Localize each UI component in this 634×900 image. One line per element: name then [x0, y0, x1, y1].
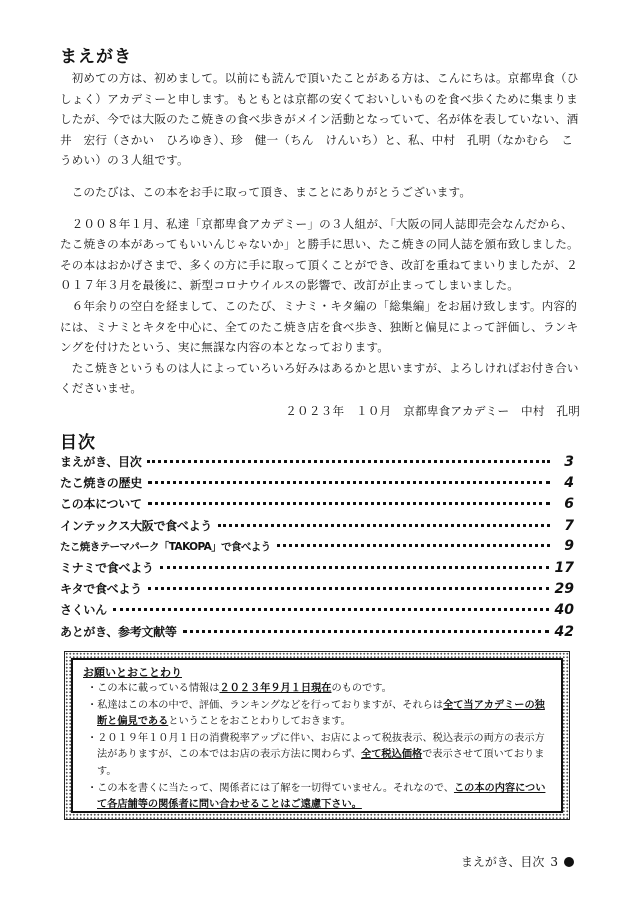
toc-entry-page: 7: [564, 517, 574, 534]
notice-text: ということをおことわりしておきます。: [168, 716, 351, 728]
footer-section-name: まえがき、目次: [460, 855, 545, 869]
toc-entry-label: インテックス大阪で食べよう: [60, 518, 212, 533]
toc-entry-page: 3: [564, 454, 574, 470]
notice-text: で表示させて頂いております。: [97, 749, 545, 777]
toc-entry-label: たこ焼きテーマパーク「TAKOPA」で食べよう: [60, 540, 271, 553]
intro-title: まえがき: [60, 47, 132, 67]
intro-paragraph: ２００８年１月、私達「京都卑食アカデミー」の３人組が、「大阪の同人誌即売会なんだから、たこ焼きの本があってもいいんじゃないか」と勝手に思い、たこ焼きの同人誌を頒布致しました。その本はおかげさまで、多くの方に手に取って頂くことができ、改訂を重ねてまいりましたが、２０１７年３月を最後に、新型コロナウイルスの影響で、改訂が止まってしまいました。: [60, 216, 579, 293]
intro-paragraph: ６年余りの空白を経まして、このたび、ミナミ・キタ編の「総集編」をお届け致します。内容的には、ミナミとキタを中心に、全てのたこ焼き店を食べ歩き、独断と偏見によって評価し、ランキングを付けたという、実に無謀な内容の本となっております。: [60, 298, 579, 355]
notice-text: ２０１９年１０月１日の消費税率アップに伴い、お店によって税抜表示、税込表示の両方の表示方法がありますが、この本ではお店の表示方法に関わらず、: [97, 732, 545, 761]
intro-body: [60, 68, 580, 422]
toc-entry[interactable]: [60, 453, 574, 474]
bullet-icon: [564, 857, 574, 867]
toc-title: 目次: [60, 433, 96, 453]
table-of-contents: [60, 453, 574, 644]
toc-leader-dots: [183, 630, 549, 633]
toc-entry-page: 40: [554, 602, 574, 619]
toc-entry-label: さくいん: [60, 603, 107, 618]
toc-leader-dots: [218, 524, 550, 527]
toc-leader-dots: [148, 587, 549, 590]
toc-entry-label: まえがき、目次: [60, 455, 142, 469]
notice-title: お願いとおことわり: [83, 666, 182, 679]
toc-entry-label: たこ焼きの歴史: [60, 476, 142, 491]
notice-text: この本に載っている情報は: [97, 683, 220, 694]
toc-leader-dots: [277, 544, 550, 547]
intro-signature: ２０２３年 １０月 京都卑食アカデミー 中村 孔明: [285, 403, 580, 418]
toc-leader-dots: [147, 460, 550, 463]
toc-entry[interactable]: [60, 623, 574, 644]
toc-entry-label: キタで食べよう: [60, 582, 142, 597]
notice-inner: [71, 658, 563, 813]
toc-leader-dots: [148, 502, 550, 505]
notice-item: ・２０１９年１０月１日の消費税率アップに伴い、お店によって税抜表示、税込表示の両方の表示方法がありますが、この本ではお店の表示方法に関わらず、全て税込価格で表示させて頂いております。: [87, 732, 545, 777]
toc-leader-dots: [113, 608, 549, 611]
notice-item: ・この本に載っている情報は２０２３年９月１日現在のものです。: [87, 683, 392, 694]
toc-entry-page: 17: [554, 559, 574, 576]
toc-leader-dots: [160, 566, 549, 569]
toc-leader-dots: [148, 481, 550, 484]
intro-paragraph: 初めての方は、初めまして。以前にも読んで頂いたことがある方は、こんにちは。京都卑食（ひしょく）アカデミーと申します。もともとは京都の安くておいしいものを食べ歩くために集まりましたが、今では大阪のたこ焼きの食べ歩きがメイン活動となっていて、名が体を表していない、酒井 宏行（さかい ひろゆき）、珍 健一（ちん けんいち）と、私、中村 孔明（なかむら こうめい）の３人組です。: [60, 71, 579, 168]
toc-entry[interactable]: [60, 517, 574, 538]
toc-entry[interactable]: [60, 580, 574, 601]
toc-entry[interactable]: [60, 495, 574, 516]
intro-paragraph: たこ焼きというものは人によっていろいろ好みはあるかと思いますが、よろしければお付き合いくださいませ。: [60, 360, 579, 396]
notice-text: この本を書くに当たって、関係者には了解を一切得ていません。それなので、: [97, 782, 454, 794]
notice-text: 私達はこの本の中で、評価、ランキングなどを行っておりますが、それらは: [97, 699, 444, 711]
toc-entry[interactable]: [60, 538, 574, 559]
notice-box: [64, 651, 570, 820]
page-footer: [461, 853, 574, 870]
intro-paragraph: このたびは、この本をお手に取って頂き、まことにありがとうございます。: [71, 184, 472, 199]
toc-entry-page: 29: [554, 581, 574, 598]
toc-entry-page: 4: [564, 475, 574, 492]
notice-emphasis: 全て当アカデミーの独断と偏見である: [97, 699, 545, 728]
toc-entry-label: あとがき、参考文献等: [60, 624, 177, 639]
notice-emphasis: 全て税込価格: [361, 749, 423, 761]
toc-entry-page: 9: [564, 537, 574, 554]
toc-entry-label: この本について: [60, 497, 142, 512]
toc-entry-page: 6: [564, 496, 574, 513]
footer-page-number: 3: [550, 854, 558, 869]
toc-entry[interactable]: [60, 601, 574, 622]
notice-item: ・この本を書くに当たって、関係者には了解を一切得ていません。それなので、この本の内容について各店舗等の関係者に問い合わせることはご遠慮下さい。: [87, 782, 546, 811]
toc-entry[interactable]: [60, 559, 574, 580]
notice-emphasis: ２０２３年９月１日現在: [219, 683, 332, 694]
notice-emphasis: この本の内容について各店舗等の関係者に問い合わせることはご遠慮下さい。: [97, 782, 546, 811]
notice-item: ・私達はこの本の中で、評価、ランキングなどを行っておりますが、それらは全て当アカデミーの独断と偏見であるということをおことわりしておきます。: [87, 699, 545, 728]
toc-entry-label: ミナミで食べよう: [60, 560, 154, 575]
notice-text: のものです。: [331, 683, 392, 694]
toc-entry[interactable]: [60, 474, 574, 495]
toc-entry-page: 42: [554, 623, 574, 640]
